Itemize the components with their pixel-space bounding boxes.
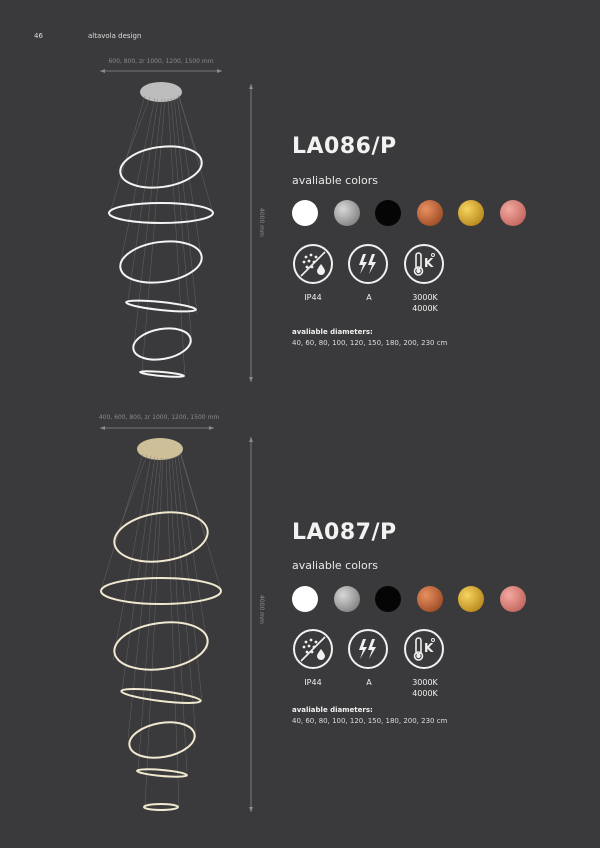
color-temperature-icon: [404, 629, 444, 669]
color-swatch-black: [375, 586, 401, 612]
temperature-label-3000: 3000K: [412, 678, 438, 687]
color-swatch-copper: [417, 586, 443, 612]
height-dimension-label: 4000 mm: [258, 595, 265, 624]
width-dimension-label: 600, 800, zr 1000, 1200, 1500 mm: [108, 58, 214, 65]
energy-class-icon: [348, 629, 388, 669]
ip-icon: [293, 629, 333, 669]
svg-text:K: K: [424, 256, 434, 270]
ip-label: IP44: [304, 293, 322, 302]
temperature-label-4000: 4000K: [412, 689, 438, 698]
colors-label: avaliable colors: [292, 174, 378, 187]
brand-name: altavola design: [88, 32, 142, 40]
energy-label: A: [366, 678, 372, 687]
colors-label: avaliable colors: [292, 559, 378, 572]
color-swatch-rose: [500, 586, 526, 612]
color-swatch-silver: [334, 586, 360, 612]
diameters-list: 40, 60, 80, 100, 120, 150, 180, 200, 230 cm: [292, 717, 448, 725]
model-title: LA087/P: [292, 520, 397, 545]
color-swatch-white: [292, 586, 318, 612]
temperature-label-4000: 4000K: [412, 304, 438, 313]
diameters-title: avaliable diameters:: [292, 328, 373, 336]
model-title: LA086/P: [292, 134, 397, 159]
diameters-list: 40, 60, 80, 100, 120, 150, 180, 200, 230 cm: [292, 339, 448, 347]
diameters-title: avaliable diameters:: [292, 706, 373, 714]
energy-label: A: [366, 293, 372, 302]
svg-text:K: K: [424, 641, 434, 655]
height-dimension-label: 4000 mm: [258, 208, 265, 237]
temperature-label-3000: 3000K: [412, 293, 438, 302]
color-swatch-gold: [458, 586, 484, 612]
page-number: 46: [34, 32, 43, 40]
ip-label: IP44: [304, 678, 322, 687]
width-dimension-label: 400, 600, 800, zr 1000, 1200, 1500 mm: [98, 414, 220, 421]
